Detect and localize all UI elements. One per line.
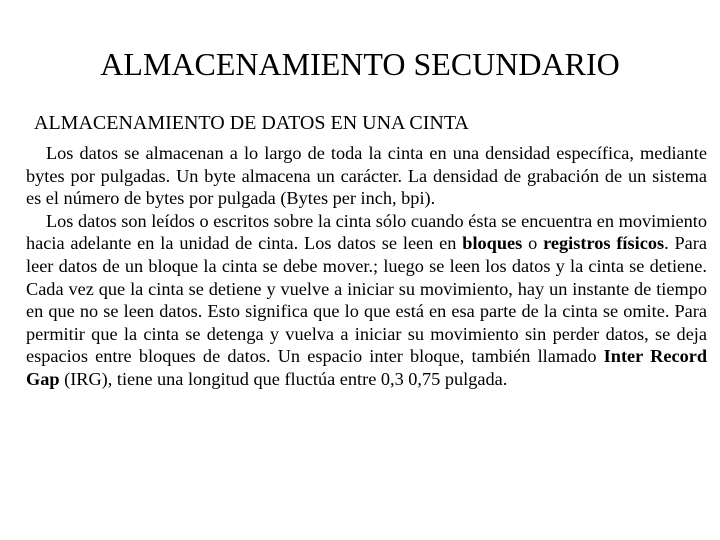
paragraph-2-text-3: . Para leer datos de un bloque la cinta se debe mover.; luego se leen los datos y la cinta se detiene. Cada vez que la cinta se detiene y vuelve a iniciar su movimiento, hay un instante de tiempo en que no se leen datos. Esto significa que lo que está en esa parte de la cinta se omite. Para permitir que la cinta se detenga y vuelva a iniciar su movimiento sin perder datos, se deja espacios entre bloques de datos. Un espacio inter bloque, también llamado: [26, 233, 707, 367]
slide-body: [26, 142, 707, 391]
bold-term-registros-fisicos: registros físicos: [543, 233, 665, 254]
slide-title: ALMACENAMIENTO SECUNDARIO: [100, 46, 620, 82]
paragraph-2: [26, 210, 707, 391]
paragraph-2-text-4: (IRG), tiene una longitud que fluctúa entre 0,3 0,75 pulgada.: [59, 368, 508, 389]
paragraph-2-text-2: o: [522, 233, 544, 254]
bold-term-bloques: bloques: [462, 233, 523, 254]
paragraph-2-text-1: Los datos son leídos o escritos sobre la cinta sólo cuando ésta se encuentra en movimiento hacia adelante en la unidad de cinta. Los datos se leen en: [26, 210, 707, 254]
paragraph-1: Los datos se almacenan a lo largo de toda la cinta en una densidad específica, mediante bytes por pulgadas. Un byte almacena un carácter. La densidad de grabación de un sistema es el número de bytes por pulgada (Bytes per inch, bpi).: [26, 143, 707, 209]
section-subtitle: ALMACENAMIENTO DE DATOS EN UNA CINTA: [34, 112, 469, 134]
bold-term-inter-record-gap: Inter Record Gap: [26, 346, 707, 389]
